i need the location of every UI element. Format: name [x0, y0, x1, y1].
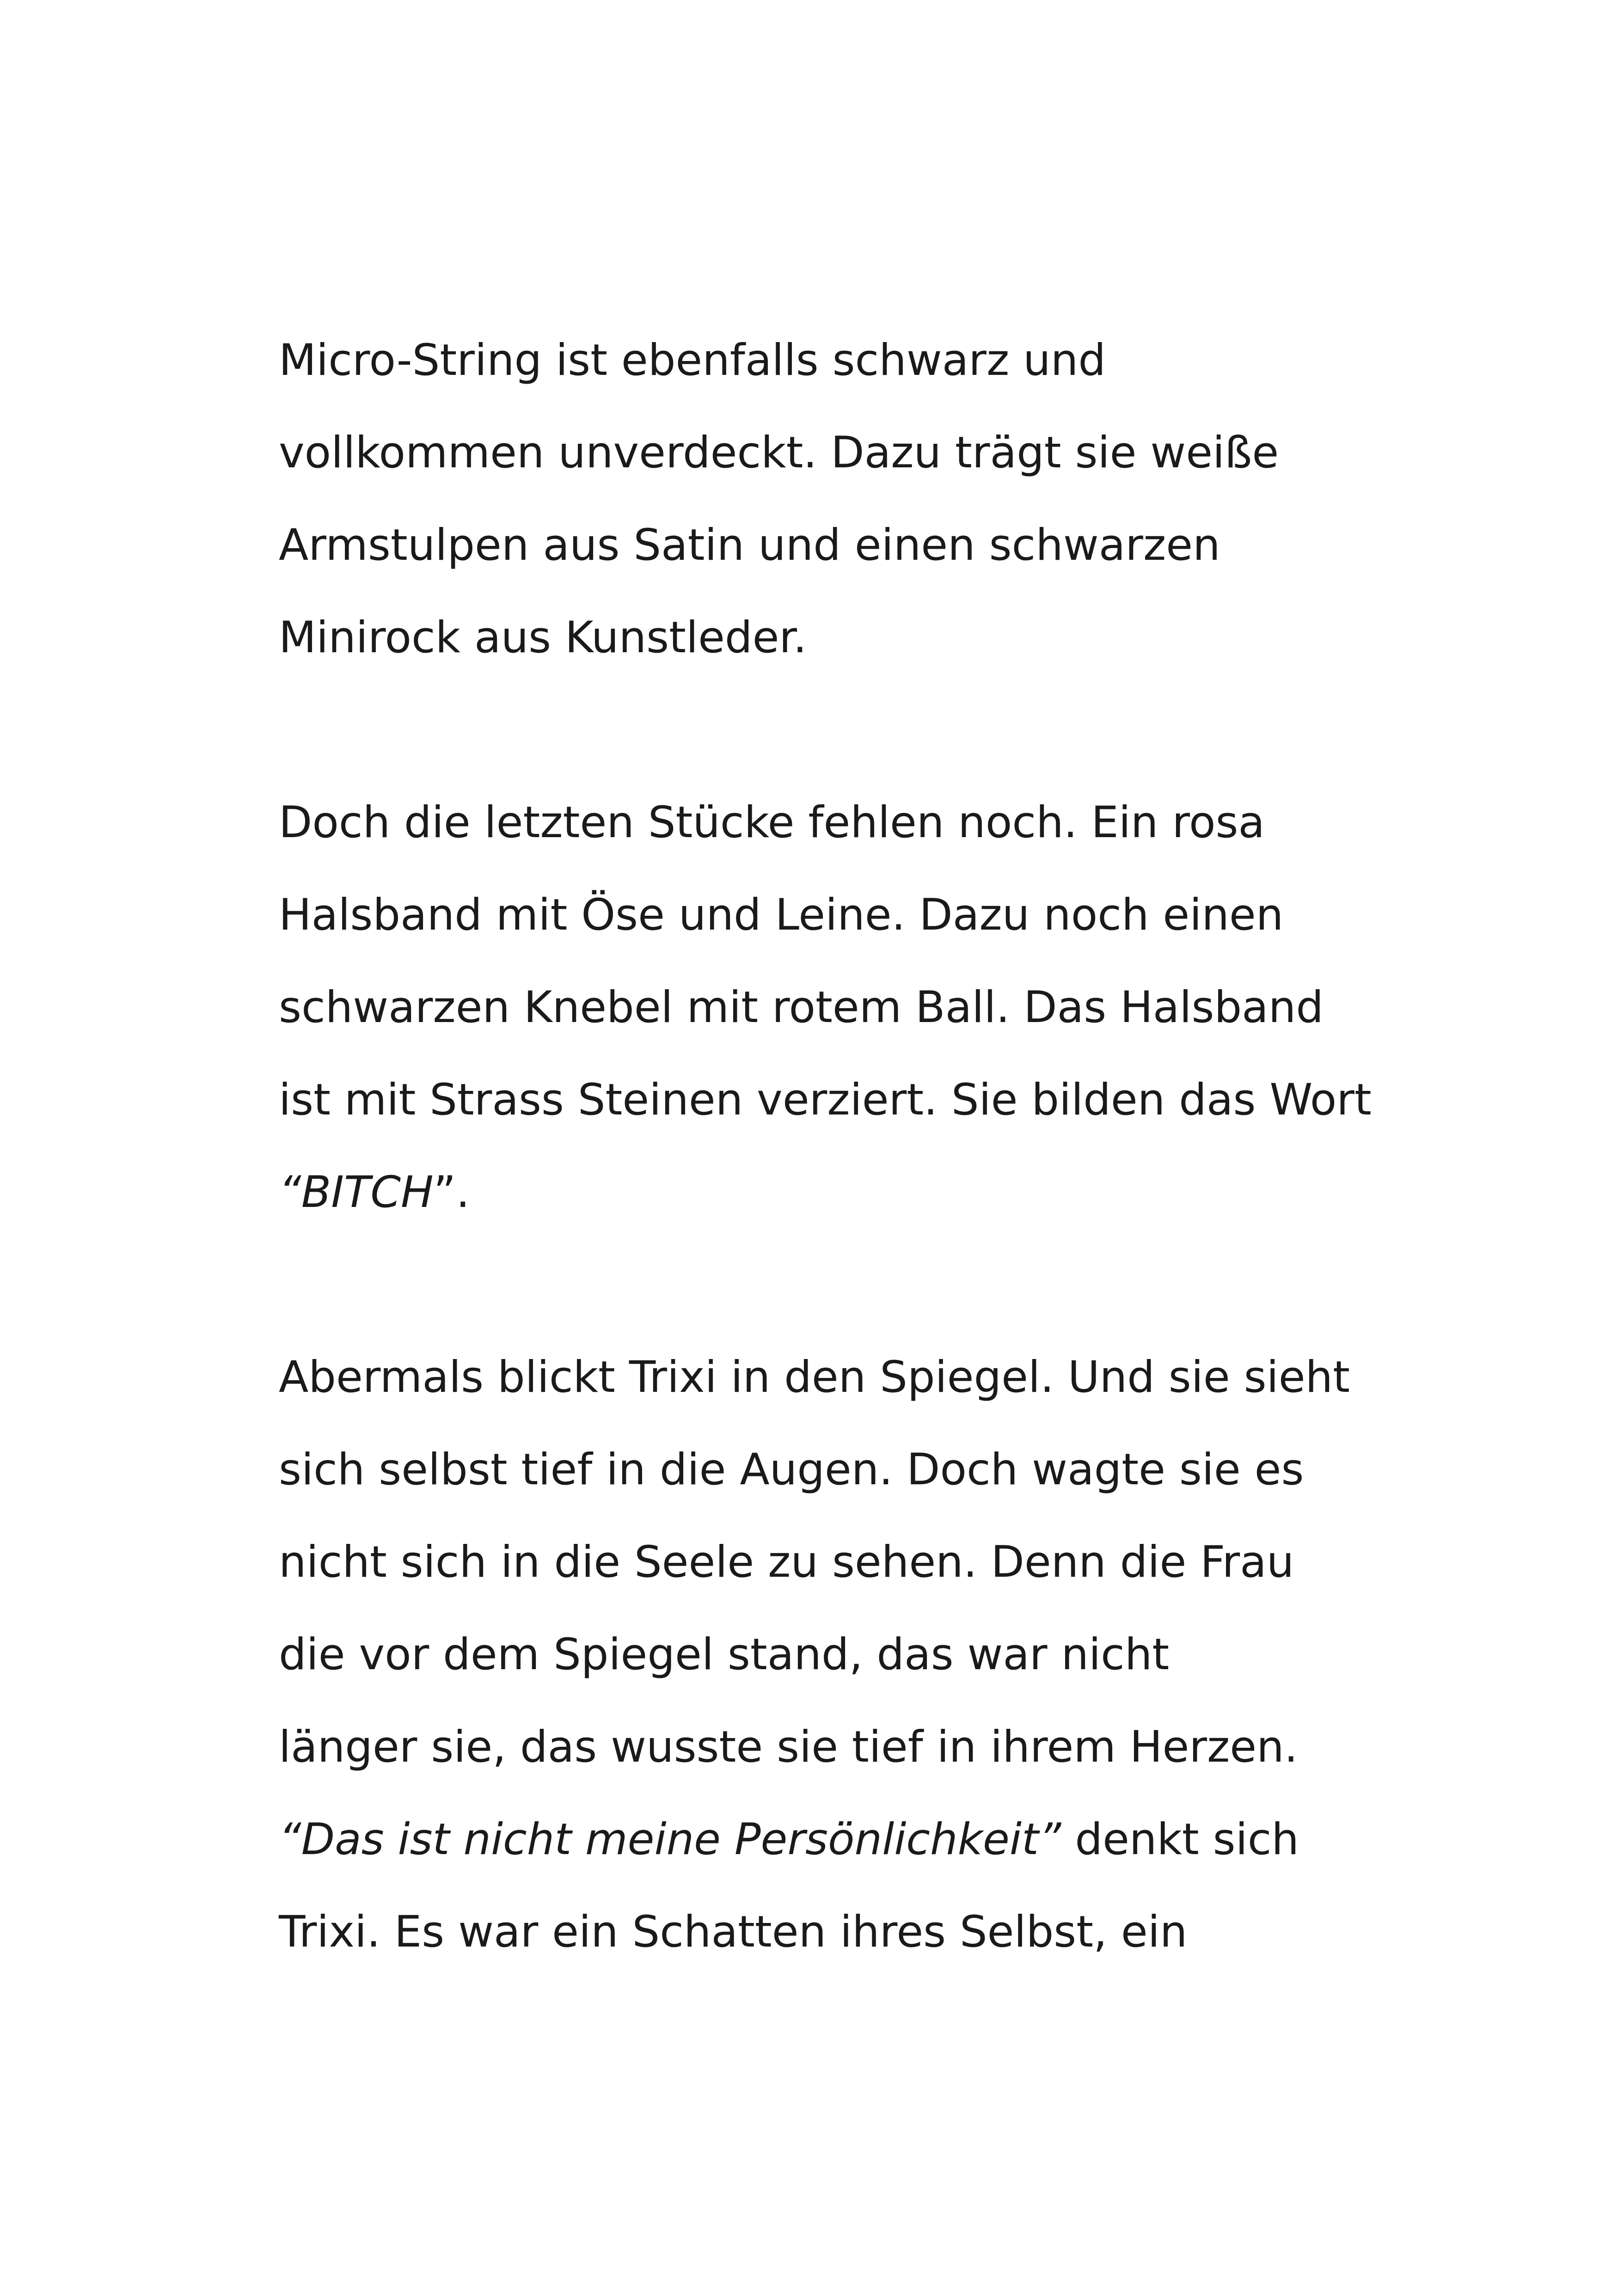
text-line: die vor dem Spiegel stand, das war nicht [279, 1629, 1170, 1680]
text-line: sich selbst tief in die Augen. Doch wagte sie es [279, 1445, 1304, 1495]
text-line: Halsband mit Öse und Leine. Dazu noch einen [279, 890, 1284, 940]
paragraph-1 [279, 314, 1356, 684]
paragraph-3 [279, 1331, 1356, 1978]
text-line: Armstulpen aus Satin und einen schwarzen [279, 520, 1220, 570]
body-text [279, 314, 1372, 1978]
quote-close: ”. [433, 1167, 470, 1218]
text-line: vollkommen unverdeckt. Dazu trägt sie weiße [279, 428, 1279, 478]
quote-open: “ [279, 1167, 301, 1218]
quoted-word-line [279, 1146, 1356, 1239]
text-line: länger sie, das wusste sie tief in ihrem Herzen. [279, 1722, 1298, 1772]
text-line: schwarzen Knebel mit rotem Ball. Das Halsband [279, 982, 1324, 1033]
text-line: Doch die letzten Stücke fehlen noch. Ein rosa [279, 797, 1265, 848]
text-line: nicht sich in die Seele zu sehen. Denn die Frau [279, 1537, 1294, 1587]
emphasized-word: BITCH [301, 1167, 434, 1218]
quote-rest: denkt sich [1061, 1814, 1299, 1865]
text-line: ist mit Strass Steinen verziert. Sie bilden das Wort [279, 1075, 1372, 1125]
text-line: Trixi. Es war ein Schatten ihres Selbst, ein [279, 1907, 1188, 1957]
quoted-thought-line [279, 1794, 1356, 1886]
paragraph-2 [279, 777, 1372, 1239]
text-line: Abermals blickt Trixi in den Spiegel. Und sie sieht [279, 1352, 1350, 1402]
text-line: Micro-String ist ebenfalls schwarz und [279, 335, 1106, 386]
text-line: Minirock aus Kunstleder. [279, 612, 807, 663]
emphasized-quote: “Das ist nicht meine Persönlichkeit” [279, 1814, 1061, 1865]
